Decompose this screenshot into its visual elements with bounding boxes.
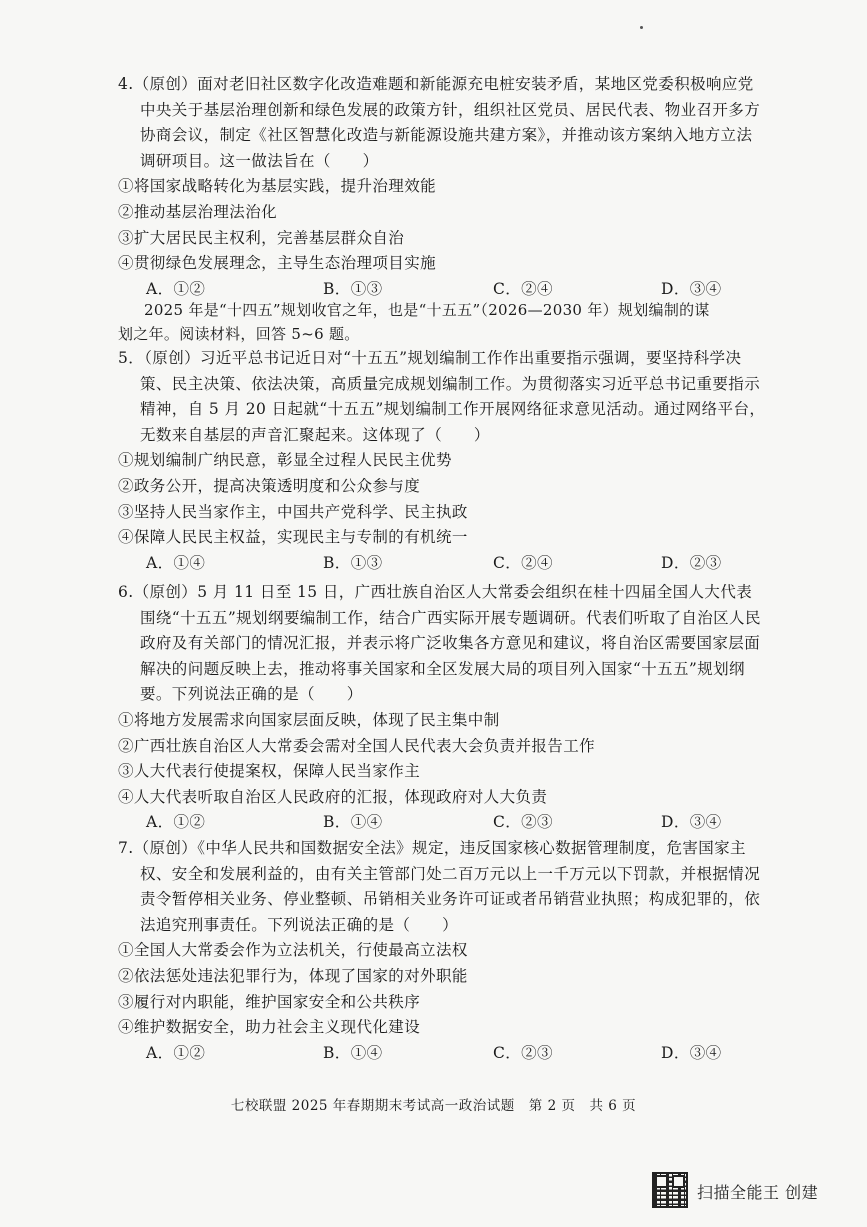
question-7-statement-3: ③履行对内职能，维护国家安全和公共秩序 [118, 992, 421, 1011]
option-b[interactable]: B．①③ [323, 279, 383, 298]
option-b[interactable]: B．①③ [323, 553, 383, 572]
question-5-statement-1: ①规划编制广纳民意，彰显全过程人民民主优势 [118, 451, 452, 470]
option-a[interactable]: A．①④ [146, 553, 206, 572]
question-5-statement-4: ④保障人民民主权益，实现民主与专制的有机统一 [118, 528, 468, 547]
scanner-watermark: 扫描全能王 创建 [697, 1183, 819, 1202]
option-c[interactable]: C．②④ [493, 553, 553, 572]
option-d[interactable]: D．②③ [661, 553, 722, 572]
question-6-statement-4: ④人大代表听取自治区人民政府的汇报，体现政府对人大负责 [118, 787, 548, 806]
question-4-statement-3: ③扩大居民民主权利，完善基层群众自治 [118, 228, 405, 247]
page-footer: 七校联盟 2025 年春期期末考试高一政治试题 第 2 页 共 6 页 [230, 1098, 637, 1114]
option-d[interactable]: D．③④ [661, 279, 722, 298]
question-7-stem: 7.（原创）《中华人民共和国数据安全法》规定，违反国家核心数据管理制度，危害国家主权、安全和发展利益的，由有关主管部门处二百万元以上一千万元以下罚款，并根据情况责令暂停相关业务、停业整顿、吊销相关业务许可证或者吊销营业执照；构成犯罪的，依法追究刑事责任。下列说法正确的是（ ） [118, 839, 761, 934]
question-4-statement-2: ②推动基层治理法治化 [118, 202, 278, 221]
question-4-statement-1: ①将国家战略转化为基层实践，提升治理效能 [118, 177, 437, 196]
question-5-statement-2: ②政务公开，提高决策透明度和公众参与度 [118, 476, 421, 495]
question-6-statement-3: ③人大代表行使提案权，保障人民当家作主 [118, 762, 421, 781]
material-intro-line-2: 划之年。阅读材料，回答 5~6 题。 [118, 325, 360, 343]
option-a[interactable]: A．①② [146, 1043, 206, 1062]
question-4-statement-4: ④贯彻绿色发展理念，主导生态治理项目实施 [118, 254, 437, 273]
question-7-options [118, 1041, 768, 1067]
option-c[interactable]: C．②③ [493, 813, 553, 832]
question-6-stem: 6.（原创）5 月 11 日至 15 日，广西壮族自治区人大常委会组织在桂十四届全国人大代表围绕“十五五”规划纲要编制工作，结合广西实际开展专题调研。代表们听取了自治区人民政府及有关部门的情况汇报，并表示将广泛收集各方意见和建议，将自治区需要国家层面解决的问题反映上去，推动将事关国家和全区发展大局的项目列入国家“十五五”规划纲要。下列说法正确的是（ ） [118, 583, 761, 704]
question-6-statement-2: ②广西壮族自治区人大常委会需对全国人民代表大会负责并报告工作 [118, 736, 596, 755]
speck [640, 26, 643, 29]
question-6-statement-1: ①将地方发展需求向国家层面反映，体现了民主集中制 [118, 710, 500, 729]
question-7-statement-1: ①全国人大常委会作为立法机关，行使最高立法权 [118, 941, 468, 960]
option-b[interactable]: B．①④ [323, 1043, 383, 1062]
question-7-statement-4: ④维护数据安全，助力社会主义现代化建设 [118, 1018, 421, 1037]
question-4-stem: 4.（原创）面对老旧社区数字化改造难题和新能源充电桩安装矛盾，某地区党委积极响应党中央关于基层治理创新和绿色发展的政策方针，组织社区党员、居民代表、物业召开多方协商会议，制定《社区智慧化改造与新能源设施共建方案》，并推动该方案纳入地方立法调研项目。这一做法旨在（ ） [118, 75, 761, 170]
option-c[interactable]: C．②③ [493, 1043, 553, 1062]
option-c[interactable]: C．②④ [493, 279, 553, 298]
option-b[interactable]: B．①④ [323, 813, 383, 832]
option-d[interactable]: D．③④ [661, 813, 722, 832]
question-7 [118, 836, 768, 1066]
question-5-options [118, 551, 768, 577]
option-a[interactable]: A．①② [146, 813, 206, 832]
material-intro [118, 298, 778, 346]
material-intro-line-1: 2025 年是“十四五”规划收官之年，也是“十五五”（2026—2030 年）规划编制的谋 [144, 301, 710, 319]
question-4 [118, 72, 768, 302]
option-d[interactable]: D．③④ [661, 1043, 722, 1062]
question-7-statement-2: ②依法惩处违法犯罪行为，体现了国家的对外职能 [118, 966, 468, 985]
question-6-options [118, 810, 768, 836]
question-5 [118, 346, 768, 576]
option-a[interactable]: A．①② [146, 279, 206, 298]
question-6 [118, 580, 768, 836]
question-5-stem: 5．（原创）习近平总书记近日对“十五五”规划编制工作作出重要指示强调，要坚持科学决策、民主决策、依法决策，高质量完成规划编制工作。为贯彻落实习近平总书记重要指示精神，自 5 月 20 日起就“十五五”规划编制工作开展网络征求意见活动。通过网络平台，无数来自基层的声音汇聚起来。这体现了（ ） [118, 349, 766, 444]
qr-code-icon [652, 1172, 688, 1208]
question-5-statement-3: ③坚持人民当家作主，中国共产党科学、民主执政 [118, 502, 468, 521]
